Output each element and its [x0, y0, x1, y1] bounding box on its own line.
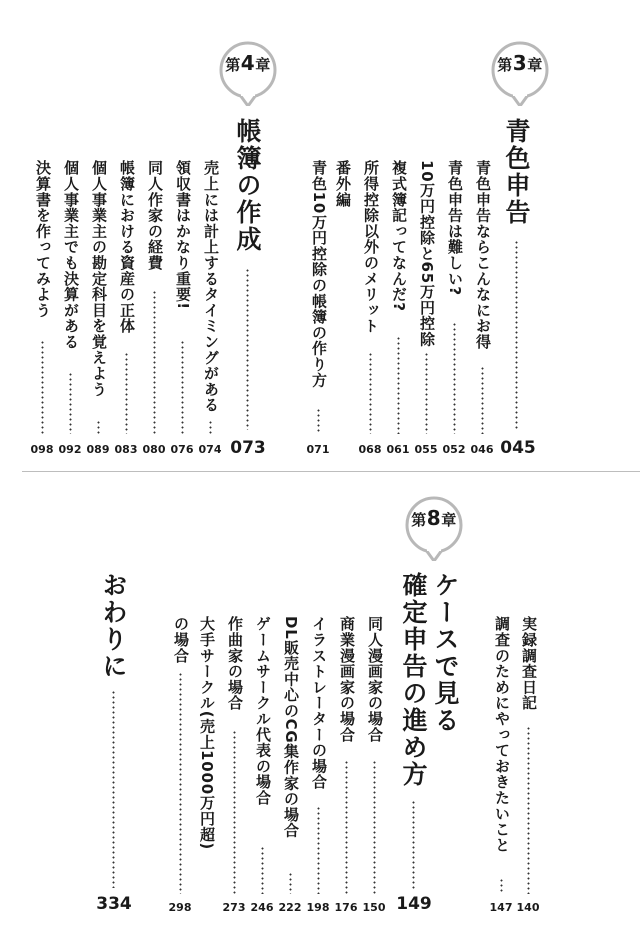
toc-entry-label: 個人事業主でも決算がある	[62, 160, 80, 350]
leader-dots	[41, 340, 44, 434]
leader-dots	[261, 846, 264, 894]
toc-entry-page: 198	[306, 901, 330, 914]
afterword-title: おわりに	[99, 572, 128, 680]
leader-dots	[153, 290, 156, 434]
toc-entry-page: 150	[362, 901, 386, 914]
leader-dots	[425, 352, 428, 434]
toc-entry-page: 176	[334, 901, 358, 914]
leader-dots	[233, 730, 236, 894]
toc-entry-label: 大手サークル(売上1000万円超)	[198, 616, 216, 851]
toc-entry-label: 所得控除以外のメリット	[362, 160, 380, 334]
toc-entry-label: 作曲家の場合	[226, 616, 244, 711]
chapter-8-title-line1: ケースで見る	[431, 572, 460, 734]
leader-dots	[453, 322, 456, 434]
chapter-8-badge	[398, 495, 470, 553]
toc-entry-label: 商業漫画家の場合	[338, 616, 356, 743]
toc-entry-label: 青色申告ならこんなにお得	[474, 160, 492, 350]
leader-dots	[345, 760, 348, 894]
toc-entry-page: 273	[222, 901, 246, 914]
toc-entry-label: 調査のためにやっておきたいこと	[493, 616, 511, 853]
toc-entry-page: 098	[30, 443, 54, 456]
toc-entry-page: 080	[142, 443, 166, 456]
toc-entry-page: 046	[470, 443, 494, 456]
toc-entry-page: 298	[168, 901, 192, 914]
chapter-4-label: 第4章	[225, 51, 271, 75]
toc-entry-label: ゲームサークル代表の場合	[254, 616, 272, 806]
toc-entry-page: 074	[198, 443, 222, 456]
toc-entry-label: 帳簿における資産の正体	[118, 160, 136, 334]
toc-entry-label: 売上には計上するタイミングがある	[202, 160, 220, 413]
chapter-3-badge	[484, 40, 556, 98]
toc-entry-page: 076	[170, 443, 194, 456]
leader-dots	[246, 268, 249, 430]
toc-entry-page: 052	[442, 443, 466, 456]
toc-entry-label: 個人事業主の勘定科目を覚えよう	[90, 160, 108, 397]
toc-entry-label: 同人作家の経費	[146, 160, 164, 271]
toc-entry-label: DL販売中心のCG集作家の場合	[282, 616, 300, 839]
leader-dots	[527, 726, 530, 894]
toc-entry-label: 番外編	[334, 160, 352, 208]
leader-dots	[69, 372, 72, 434]
toc-entry-label: 複式簿記ってなんだ?	[390, 160, 408, 312]
leader-dots	[373, 760, 376, 894]
toc-entry-label: の場合	[172, 616, 190, 664]
afterword-page: 334	[96, 894, 132, 914]
toc-entry-page: 140	[516, 901, 540, 914]
toc-entry-label: イラストレーターの場合	[310, 616, 328, 790]
leader-dots	[289, 872, 292, 894]
chapter-3-label: 第3章	[497, 51, 543, 75]
chapter-8-title-line2: 確定申告の進め方	[399, 572, 428, 788]
toc-entry-page: 147	[489, 901, 513, 914]
leader-dots	[125, 352, 128, 434]
toc-entry-page: 092	[58, 443, 82, 456]
leader-dots	[397, 336, 400, 434]
leader-dots	[515, 240, 518, 430]
leader-dots	[369, 352, 372, 434]
toc-entry-page: 246	[250, 901, 274, 914]
toc-entry-label: 同人漫画家の場合	[366, 616, 384, 743]
leader-dots	[209, 420, 212, 434]
leader-dots	[97, 420, 100, 434]
toc-entry-page: 055	[414, 443, 438, 456]
toc-entry-label: 決算書を作ってみよう	[34, 160, 52, 318]
leader-dots	[412, 800, 415, 890]
chapter-4-page: 073	[230, 438, 266, 458]
chapter-3-page: 045	[500, 438, 536, 458]
toc-entry-page: 083	[114, 443, 138, 456]
chapter-8-page: 149	[396, 894, 432, 914]
toc-entry-page: 089	[86, 443, 110, 456]
chapter-8-label: 第8章	[411, 506, 457, 530]
toc-entry-label: 実録調査日記	[520, 616, 538, 711]
toc-entry-page: 071	[306, 443, 330, 456]
toc-entry-page: 222	[278, 901, 302, 914]
leader-dots	[317, 408, 320, 434]
chapter-4-badge	[212, 40, 284, 98]
leader-dots	[181, 340, 184, 434]
leader-dots	[317, 806, 320, 894]
toc-entry-label: 青色申告は難しい?	[446, 160, 464, 296]
toc-entry-label: 領収書はかなり重要!	[174, 160, 192, 310]
chapter-4-title: 帳簿の作成	[233, 118, 262, 253]
leader-dots	[179, 672, 182, 894]
leader-dots	[481, 366, 484, 434]
leader-dots	[112, 690, 115, 888]
toc-entry-label: 10万円控除と65万円控除	[418, 160, 436, 348]
leader-dots	[500, 878, 503, 894]
toc-entry-label: 青色10万円控除の帳簿の作り方	[310, 160, 328, 388]
chapter-3-title: 青色申告	[502, 118, 531, 226]
toc-entry-page: 068	[358, 443, 382, 456]
section-divider	[22, 471, 640, 472]
toc-entry-page: 061	[386, 443, 410, 456]
